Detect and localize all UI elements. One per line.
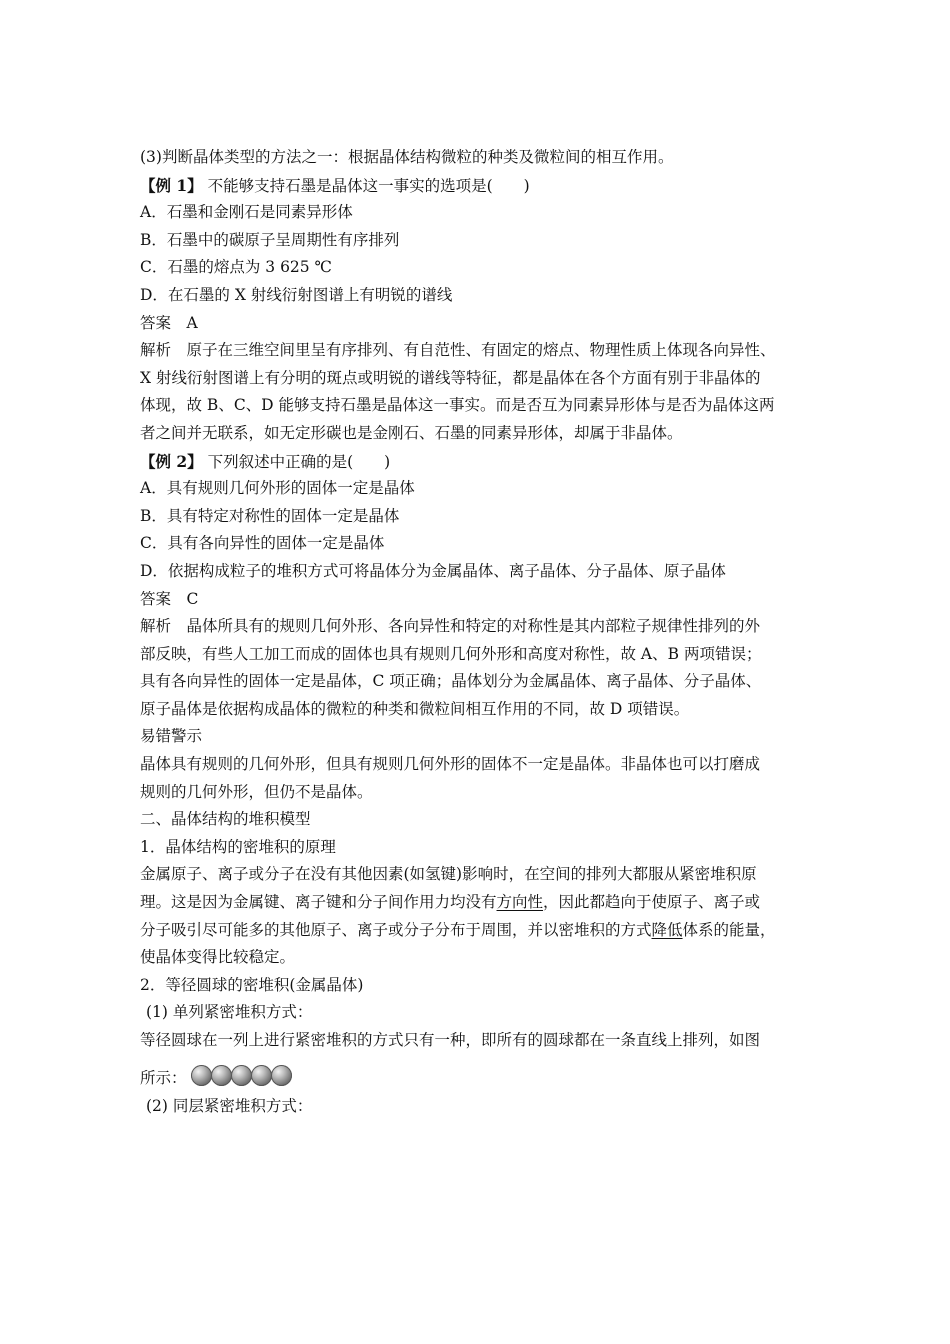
subsection-2-item-1-body: 等径圆球在一列上进行紧密堆积的方式只有一种，即所有的圆球都在一条直线上排列，如图: [140, 1031, 761, 1049]
example-2-analysis-line: 具有各向异性的固体一定是晶体，C 项正确；晶体划分为金属晶体、离子晶体、分子晶体、: [140, 672, 762, 691]
method-3-paragraph: (3)判断晶体类型的方法之一：根据晶体结构微粒的种类及微粒间的相互作用。: [140, 148, 674, 166]
example-2-question: [140, 448, 830, 476]
example-2-question-text: 下列叙述中正确的是( ): [202, 452, 391, 471]
subsection-1-line: [140, 917, 830, 945]
example-1-option-c: C．石墨的熔点为 3 625 ℃: [140, 258, 332, 277]
sphere-icon: [251, 1065, 272, 1086]
example-1-analysis-line: 解析 原子在三维空间里呈有序排列、有自范性、有固定的熔点、物理性质上体现各向异性、: [140, 341, 776, 360]
example-1-option-a: A．石墨和金刚石是同素异形体: [140, 203, 353, 222]
subsection-1-line: 使晶体变得比较稳定。: [140, 948, 296, 967]
example-2-option-a: A．具有规则几何外形的固体一定是晶体: [140, 479, 415, 498]
warning-line: 规则的几何外形，但仍不是晶体。: [140, 782, 373, 801]
example-1-analysis-line: X 射线衍射图谱上有分明的斑点或明锐的谱线等特征，都是晶体在各个方面有别于非晶体的: [140, 368, 761, 387]
subsection-2-item-1: (1) 单列紧密堆积方式：: [146, 1003, 313, 1022]
warning-title: 易错警示: [140, 727, 203, 746]
example-1-analysis-line: 体现，故 B、C、D 能够支持石墨是晶体这一事实。而是否互为同素异形体与是否为晶体这两: [140, 396, 775, 415]
underlined-term-lower: 降低: [651, 920, 683, 939]
example-1-tag: 【例 1】: [140, 175, 203, 195]
document-page: [140, 144, 830, 1120]
single-row-spheres-figure: [191, 1065, 291, 1086]
example-1-answer: 答案 A: [140, 313, 198, 332]
text-run: 分子吸引尽可能多的其他原子、离子或分子分布于周围，并以密堆积的方式: [140, 920, 652, 939]
subsection-1-title: 1．晶体结构的密堆积的原理: [140, 837, 336, 856]
subsection-1-line: 金属原子、离子或分子在没有其他因素(如氢键)影响时，在空间的排列大都服从紧密堆积原: [140, 865, 757, 884]
subsection-2-item-1-figure-line: [140, 1055, 830, 1093]
figure-caption: 所示：: [140, 1068, 187, 1087]
example-1-question: [140, 172, 830, 200]
sphere-icon: [191, 1065, 212, 1086]
text-run: ，因此都趋向于使原子、离子或: [543, 893, 761, 912]
subsection-1-line: [140, 889, 830, 917]
example-1-question-text: 不能够支持石墨是晶体这一事实的选项是( ): [202, 176, 530, 195]
subsection-2-item-2: (2) 同层紧密堆积方式：: [146, 1096, 313, 1115]
warning-line: 晶体具有规则的几何外形，但具有规则几何外形的固体不一定是晶体。非晶体也可以打磨成: [140, 755, 761, 774]
underlined-term-direction: 方向性: [496, 893, 544, 912]
text-run: 体系的能量，: [682, 920, 776, 939]
example-2-option-d: D．依据构成粒子的堆积方式可将晶体分为金属晶体、离子晶体、分子晶体、原子晶体: [140, 561, 726, 580]
example-1-option-b: B．石墨中的碳原子呈周期性有序排列: [140, 230, 400, 249]
example-2-tag: 【例 2】: [140, 451, 203, 471]
example-1-option-d: D．在石墨的 X 射线衍射图谱上有明锐的谱线: [140, 285, 453, 304]
example-1-analysis-line: 者之间并无联系，如无定形碳也是金刚石、石墨的同素异形体，却属于非晶体。: [140, 423, 683, 442]
example-2-option-b: B．具有特定对称性的固体一定是晶体: [140, 506, 400, 525]
example-2-answer: 答案 C: [140, 589, 199, 608]
sphere-icon: [211, 1065, 232, 1086]
example-2-analysis-line: 部反映，有些人工加工而成的固体也具有规则几何外形和高度对称性，故 A、B 两项错误；: [140, 644, 762, 663]
example-2-analysis-line: 原子晶体是依据构成晶体的微粒的种类和微粒间相互作用的不同，故 D 项错误。: [140, 699, 690, 718]
sphere-icon: [231, 1065, 252, 1086]
section-2-title: 二、晶体结构的堆积模型: [140, 810, 311, 829]
example-2-analysis-line: 解析 晶体所具有的规则几何外形、各向异性和特定的对称性是其内部粒子规律性排列的外: [140, 617, 761, 636]
subsection-2-title: 2．等径圆球的密堆积(金属晶体): [140, 975, 364, 994]
example-2-option-c: C．具有各向异性的固体一定是晶体: [140, 534, 385, 553]
text-run: 理。这是因为金属键、离子键和分子间作用力均没有: [140, 893, 497, 912]
sphere-icon: [271, 1065, 292, 1086]
